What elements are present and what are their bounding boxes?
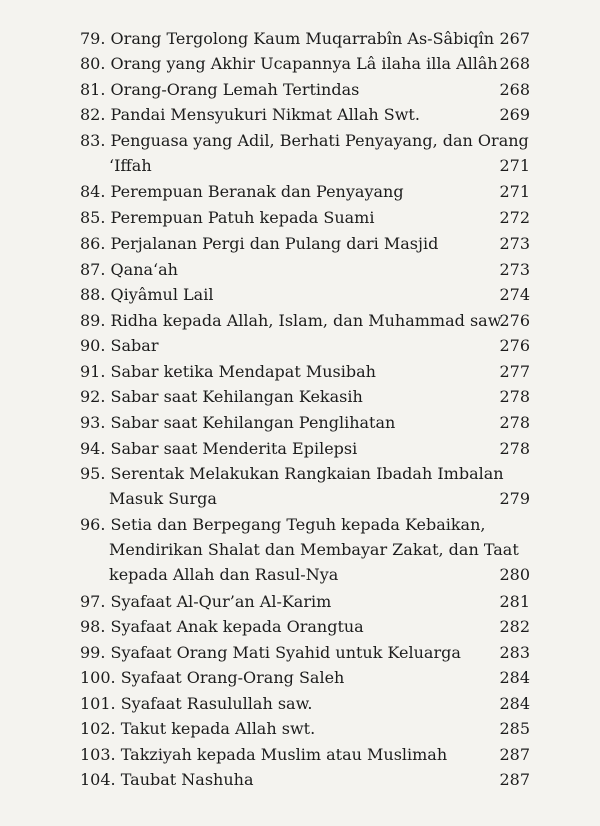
toc-entry-title: Syafaat Al-Qur’an Al-Karim [110,592,332,611]
toc-entry-line [80,308,530,333]
toc-entry-title: Orang Tergolong Kaum Muqarrabîn As-Sâbiqîn [110,29,495,48]
toc-entry-page-number: 268 [499,54,530,73]
toc-entry-number: 102. [80,719,116,738]
toc-entry-line [80,179,530,204]
toc-entry-number: 104. [80,770,116,789]
toc-entry-title: Masuk Surga [109,489,217,508]
toc-entry-title: Syafaat Anak kepada Orangtua [110,617,364,636]
toc-entry-page-number: 273 [499,260,530,279]
toc-entry-title: Sabar ketika Mendapat Musibah [110,362,376,381]
toc-entry [80,436,530,461]
toc-entry-line [80,51,530,76]
toc-entry-line [80,205,530,230]
toc-entry [80,384,530,409]
toc-entry-line [80,384,530,409]
toc-entry-number: 89. [80,311,106,330]
toc-entry-line [80,614,530,639]
toc-entry-title: Perempuan Beranak dan Penyayang [110,182,404,201]
toc-entry-number: 92. [80,387,106,406]
toc-entry-line [80,333,530,358]
toc-entry-title: Syafaat Orang-Orang Saleh [120,668,345,687]
toc-entry-page-number: 278 [499,387,530,406]
toc-entry-page-number: 281 [499,592,530,611]
toc-entry-page-number: 285 [499,719,530,738]
toc-entry-line [80,257,530,282]
toc-entry-number: 95. [80,464,106,483]
toc-entry-number: 91. [80,362,106,381]
toc-entry-title: Pandai Mensyukuri Nikmat Allah Swt. [110,105,420,124]
toc-entry [80,308,530,333]
toc-entry-number: 103. [80,745,116,764]
toc-entry [80,614,530,639]
toc-entry-page-number: 273 [499,234,530,253]
toc-entry-number: 94. [80,439,106,458]
toc-entry-page-number: 274 [499,285,530,304]
toc-entry-line [80,691,530,716]
toc-entry-number: 80. [80,54,106,73]
toc-entry-page-number: 284 [499,668,530,687]
toc-entry-page-number: 267 [499,29,530,48]
toc-entry-page-number: 276 [499,311,530,330]
toc-entry-title: Penguasa yang Adil, Berhati Penyayang, dan Orang [110,131,529,150]
toc-entry [80,691,530,716]
toc-entry [80,179,530,204]
toc-entry-page-number: 279 [499,489,530,508]
toc-entry-page-number: 284 [499,694,530,713]
toc-entry-line [80,359,530,384]
toc-entry-number: 86. [80,234,106,253]
toc-entry-page-number: 271 [499,156,530,175]
toc-entry [80,640,530,665]
toc-entry [80,767,530,792]
toc-entry [80,742,530,767]
toc-entry-page-number: 287 [499,770,530,789]
toc-entry [80,359,530,384]
toc-entry-number: 81. [80,80,106,99]
toc-entry-line [80,282,530,307]
toc-entry-line [80,436,530,461]
toc-entry-title: Sabar saat Menderita Epilepsi [110,439,358,458]
toc-entry-title: ‘Iffah [109,156,152,175]
toc-entry [80,512,530,587]
toc-entry-line [80,128,530,153]
toc-entry [80,26,530,51]
toc-entry-number: 79. [80,29,106,48]
toc-entry-line [80,486,530,511]
toc-entry-line [80,742,530,767]
toc-entry-line [80,231,530,256]
toc-entry-number: 99. [80,643,106,662]
toc-entry [80,102,530,127]
toc-entry [80,77,530,102]
toc-entry [80,410,530,435]
toc-entry-title: Qiyâmul Lail [110,285,214,304]
toc-entry-page-number: 277 [499,362,530,381]
toc-entry [80,716,530,741]
toc-entry-line [80,640,530,665]
toc-entry-line [80,512,530,537]
toc-entry [80,257,530,282]
toc-entry-line [80,153,530,178]
toc-entry-title: Perempuan Patuh kepada Suami [110,208,375,227]
toc-entry-page-number: 282 [499,617,530,636]
toc-entry-line [80,461,530,486]
toc-entry-title: Serentak Melakukan Rangkaian Ibadah Imbalan [110,464,504,483]
toc-entry-number: 100. [80,668,116,687]
toc-entry-line [80,410,530,435]
toc-entry-title: Sabar [110,336,159,355]
toc-entry-number: 98. [80,617,106,636]
toc-entry-title: kepada Allah dan Rasul-Nya [109,565,339,584]
toc-entry [80,282,530,307]
toc-entry-number: 82. [80,105,106,124]
toc-entry-line [80,77,530,102]
toc-entry [80,461,530,511]
toc-entry-number: 88. [80,285,106,304]
toc-entry-title: Mendirikan Shalat dan Membayar Zakat, dan Taat [109,540,519,559]
toc-entry-number: 97. [80,592,106,611]
toc-entry-page-number: 283 [499,643,530,662]
toc-entry [80,205,530,230]
toc-entry-line [80,537,530,562]
toc-entry-line [80,665,530,690]
toc-entry-line [80,26,530,51]
toc-entry-title: Setia dan Berpegang Teguh kepada Kebaikan, [110,515,486,534]
toc-entry-number: 85. [80,208,106,227]
toc-entry-page-number: 268 [499,80,530,99]
toc-entry-page-number: 271 [499,182,530,201]
toc-entry-line [80,102,530,127]
toc-entry [80,589,530,614]
toc-entry-title: Syafaat Rasulullah saw. [120,694,313,713]
toc-entry-number: 93. [80,413,106,432]
toc-entry-title: Takut kepada Allah swt. [120,719,316,738]
toc-entry-title: Sabar saat Kehilangan Kekasih [110,387,363,406]
toc-entry-title: Takziyah kepada Muslim atau Muslimah [120,745,448,764]
toc-entry-title: Ridha kepada Allah, Islam, dan Muhammad saw. [110,311,505,330]
toc-entry-page-number: 269 [499,105,530,124]
toc-entry-line [80,716,530,741]
toc-entry [80,231,530,256]
toc-entry-line [80,562,530,587]
toc-entry [80,51,530,76]
toc-entry-page-number: 272 [499,208,530,227]
toc-entry-number: 101. [80,694,116,713]
toc-entry-number: 96. [80,515,106,534]
toc-entry-title: Orang-Orang Lemah Tertindas [110,80,360,99]
toc-entry-title: Taubat Nashuha [120,770,254,789]
toc-entry-number: 87. [80,260,106,279]
toc-entry-number: 90. [80,336,106,355]
toc-entry-title: Sabar saat Kehilangan Penglihatan [110,413,396,432]
toc-entry-line [80,767,530,792]
toc-entry-title: Orang yang Akhir Ucapannya Lâ ilaha illa Allâh [110,54,498,73]
toc-entry-page-number: 278 [499,413,530,432]
toc-entry-title: Qana‘ah [110,260,178,279]
toc-entry [80,128,530,178]
toc-entry-page-number: 278 [499,439,530,458]
toc-entry-line [80,589,530,614]
toc-entry-number: 83. [80,131,106,150]
toc-entry [80,665,530,690]
toc-entry-number: 84. [80,182,106,201]
toc-entry-page-number: 276 [499,336,530,355]
toc-entry-title: Syafaat Orang Mati Syahid untuk Keluarga [110,643,461,662]
toc-entry-title: Perjalanan Pergi dan Pulang dari Masjid [110,234,439,253]
toc-entry [80,333,530,358]
toc-entry-page-number: 280 [499,565,530,584]
toc-entry-page-number: 287 [499,745,530,764]
